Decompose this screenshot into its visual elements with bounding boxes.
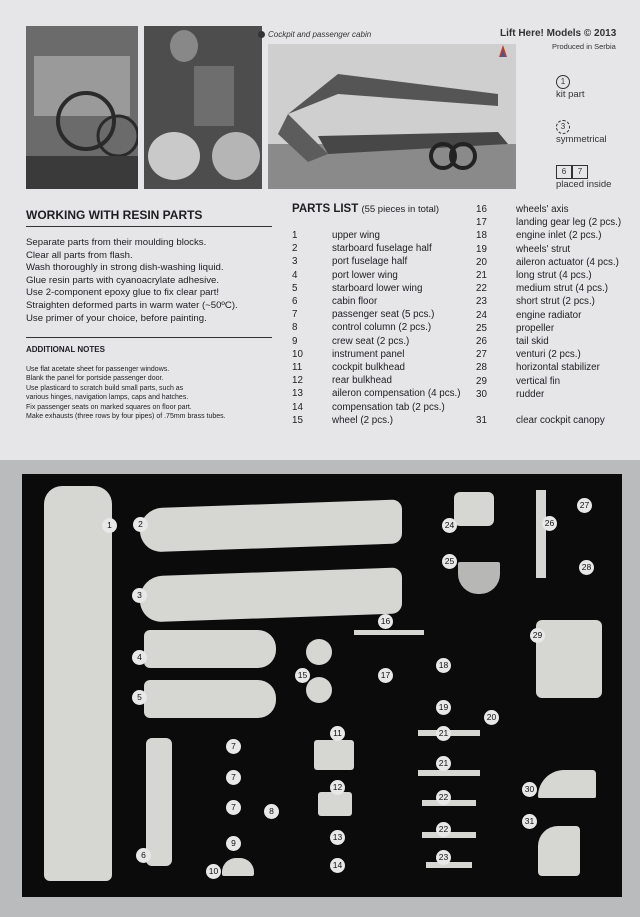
part-number: 30 xyxy=(476,388,487,400)
part-number: 10 xyxy=(292,348,303,360)
part-number: 19 xyxy=(476,243,487,255)
part-number-label: 7 xyxy=(226,739,241,754)
part-name: passenger seat (5 pcs.) xyxy=(332,309,435,321)
upper-wing-part xyxy=(44,486,112,881)
resin-instructions xyxy=(26,237,238,325)
photo-caption-text: Cockpit and passenger cabin xyxy=(268,30,372,39)
note-line: Blank the panel for portside passenger door. xyxy=(26,375,164,383)
part-number-label: 10 xyxy=(206,864,221,879)
placed-inside-label: placed inside xyxy=(556,179,612,190)
part-number: 3 xyxy=(292,256,298,268)
wheel-part xyxy=(306,677,332,703)
part-number-label: 21 xyxy=(436,756,451,771)
parts-list-extra xyxy=(476,414,605,427)
part-row xyxy=(476,269,621,282)
part-number-label: 6 xyxy=(136,848,151,863)
part-row xyxy=(292,282,461,295)
legend-symmetrical xyxy=(556,120,607,145)
part-name: rear bulkhead xyxy=(332,375,392,387)
resin-line: Straighten deformed parts in warm water (~50ºC). xyxy=(26,299,238,311)
part-name: crew seat (2 pcs.) xyxy=(332,335,410,347)
part-name: starboard fuselage half xyxy=(332,243,432,255)
part-row xyxy=(476,309,621,322)
part-number: 7 xyxy=(292,309,298,321)
divider xyxy=(26,337,272,338)
cockpit-bulkhead-part xyxy=(314,740,354,770)
part-number: 24 xyxy=(476,309,487,321)
part-number-label: 8 xyxy=(264,804,279,819)
part-number: 28 xyxy=(476,362,487,374)
part-number-label: 18 xyxy=(436,658,451,673)
part-name: propeller xyxy=(516,322,555,334)
part-name: cockpit bulkhead xyxy=(332,362,405,374)
part-number-label: 25 xyxy=(442,554,457,569)
part-name: compensation tab (2 pcs.) xyxy=(332,401,445,413)
fuselage-half-part xyxy=(140,499,402,552)
part-name: horizontal stabilizer xyxy=(516,362,600,374)
part-name: short strut (2 pcs.) xyxy=(516,296,595,308)
part-name: tail skid xyxy=(516,336,549,348)
part-number: 1 xyxy=(292,230,298,241)
part-number: 9 xyxy=(292,335,298,347)
part-row xyxy=(292,255,461,268)
part-row xyxy=(292,269,461,282)
wheel-part xyxy=(306,639,332,665)
part-number-label: 11 xyxy=(330,726,345,741)
part-row xyxy=(292,321,461,334)
part-row xyxy=(476,282,621,295)
part-row xyxy=(292,308,461,321)
part-number-label: 22 xyxy=(436,822,451,837)
part-row xyxy=(292,295,461,308)
part-number-label: 7 xyxy=(226,770,241,785)
inside-box-b: 7 xyxy=(572,165,588,179)
part-number-label: 13 xyxy=(330,830,345,845)
parts-list-heading xyxy=(292,203,439,215)
part-number-label: 29 xyxy=(530,628,545,643)
instrument-panel-part xyxy=(222,858,254,876)
note-line: Use plasticard to scratch build small parts, such as xyxy=(26,384,184,392)
note-line: Use flat acetate sheet for passenger windows. xyxy=(26,366,170,373)
part-number-label: 23 xyxy=(436,850,451,865)
engine-radiator-part xyxy=(454,492,494,526)
part-number-label: 27 xyxy=(577,498,592,513)
resin-line: Use 2-component epoxy glue to fix clear part! xyxy=(26,287,220,299)
inside-box-a: 6 xyxy=(556,165,572,179)
lower-wing-part xyxy=(144,680,276,718)
part-number-label: 3 xyxy=(132,588,147,603)
part-row xyxy=(292,242,461,255)
symmetrical-circle: 3 xyxy=(556,120,570,134)
wheels-axis-part xyxy=(354,630,424,635)
photo-caption xyxy=(258,30,371,39)
part-number-label: 7 xyxy=(226,800,241,815)
part-number-label: 12 xyxy=(330,780,345,795)
placed-inside-boxes xyxy=(556,166,588,177)
aircraft-photo-image xyxy=(268,44,516,189)
part-name: clear cockpit canopy xyxy=(516,415,605,426)
part-name: medium strut (4 pcs.) xyxy=(516,283,609,295)
part-number-label: 20 xyxy=(484,710,499,725)
part-number-label: 5 xyxy=(132,690,147,705)
parts-list-column-2 xyxy=(476,203,621,401)
part-number: 8 xyxy=(292,322,298,334)
flag-logo-icon xyxy=(498,44,508,58)
part-row xyxy=(476,335,621,348)
note-line: Fix passenger seats on marked squares on floor part. xyxy=(26,403,192,411)
part-number-label: 9 xyxy=(226,836,241,851)
part-number: 6 xyxy=(292,296,298,308)
part-name: wheels' strut xyxy=(516,243,571,255)
lower-wing-part xyxy=(144,630,276,668)
part-number: 2 xyxy=(292,243,298,255)
part-number-label: 26 xyxy=(542,516,557,531)
part-number: 25 xyxy=(476,322,487,334)
part-number: 14 xyxy=(292,401,303,413)
part-number: 11 xyxy=(292,362,303,374)
part-number: 4 xyxy=(292,269,298,281)
part-number-label: 1 xyxy=(102,518,117,533)
part-name: wheels' axis xyxy=(516,204,569,215)
resin-parts-photo xyxy=(22,474,622,897)
part-number-label: 21 xyxy=(436,726,451,741)
part-row xyxy=(476,322,621,335)
part-number-label: 22 xyxy=(436,790,451,805)
strut-part xyxy=(426,862,472,868)
rear-bulkhead-part xyxy=(318,792,352,816)
part-row xyxy=(292,401,461,414)
legend-placed-inside xyxy=(556,165,611,190)
part-number: 15 xyxy=(292,414,303,426)
strut-part xyxy=(418,770,480,776)
brand-name: Lift Here! Models © 2013 xyxy=(500,28,617,39)
canopy-part xyxy=(458,562,500,594)
produced-in: Produced in Serbia xyxy=(552,42,616,51)
part-name: control column (2 pcs.) xyxy=(332,322,432,334)
part-row xyxy=(292,414,461,427)
rudder-part xyxy=(538,826,580,876)
part-number-label: 24 xyxy=(442,518,457,533)
part-row xyxy=(292,229,461,242)
part-number-label: 31 xyxy=(522,814,537,829)
part-row xyxy=(476,388,621,401)
part-row xyxy=(292,361,461,374)
note-line: various hinges, navigation lamps, caps and hatches. xyxy=(26,394,189,402)
legend-kit-part xyxy=(556,75,585,100)
part-number: 29 xyxy=(476,375,487,387)
part-number: 5 xyxy=(292,282,298,294)
part-number: 27 xyxy=(476,349,487,361)
part-name: port fuselage half xyxy=(332,256,408,268)
part-number: 31 xyxy=(476,415,487,426)
part-row xyxy=(476,414,605,427)
part-name: cabin floor xyxy=(332,296,378,308)
part-number: 22 xyxy=(476,283,487,295)
part-row xyxy=(476,375,621,388)
cabin-photo-image xyxy=(144,26,262,189)
part-number-label: 17 xyxy=(378,668,393,683)
part-row xyxy=(292,348,461,361)
part-number-label: 19 xyxy=(436,700,451,715)
propeller-part xyxy=(536,490,546,578)
part-row xyxy=(476,348,621,361)
notes-heading: ADDITIONAL NOTES xyxy=(26,345,105,354)
resin-line: Wash thoroughly in strong dish-washing liquid. xyxy=(26,262,224,274)
part-name: engine inlet (2 pcs.) xyxy=(516,230,602,242)
part-number-label: 16 xyxy=(378,614,393,629)
part-number: 23 xyxy=(476,296,487,308)
part-name: rudder xyxy=(516,388,545,400)
part-name: venturi (2 pcs.) xyxy=(516,349,581,361)
part-name: vertical fin xyxy=(516,375,561,387)
kit-part-circle: 1 xyxy=(556,75,570,89)
part-number: 17 xyxy=(476,217,487,229)
part-number: 13 xyxy=(292,388,303,400)
part-row xyxy=(476,229,621,242)
part-number-label: 30 xyxy=(522,782,537,797)
resin-line: Separate parts from their moulding blocks. xyxy=(26,237,207,248)
part-row xyxy=(292,335,461,348)
cabin-photo xyxy=(144,26,262,189)
part-name: port lower wing xyxy=(332,269,398,281)
part-row xyxy=(476,361,621,374)
part-number-label: 28 xyxy=(579,560,594,575)
additional-notes xyxy=(26,365,226,421)
part-name: long strut (4 pcs.) xyxy=(516,270,592,282)
part-number: 21 xyxy=(476,270,487,282)
resin-heading: WORKING WITH RESIN PARTS xyxy=(26,208,203,222)
part-name: wheel (2 pcs.) xyxy=(332,414,393,426)
part-name: aileron actuator (4 pcs.) xyxy=(516,256,619,268)
part-name: engine radiator xyxy=(516,309,582,321)
part-name: landing gear leg (2 pcs.) xyxy=(516,217,622,229)
vertical-fin-part xyxy=(538,770,596,798)
parts-list-column-1 xyxy=(292,229,461,427)
resin-line: Glue resin parts with cyanoacrylate adhesive. xyxy=(26,274,220,286)
aircraft-photo xyxy=(268,44,516,189)
part-number: 12 xyxy=(292,375,303,387)
part-row xyxy=(292,374,461,387)
resin-line: Use primer of your choice, before painting. xyxy=(26,312,207,324)
cockpit-photo xyxy=(26,26,138,189)
part-row xyxy=(476,203,621,216)
kit-part-label: kit part xyxy=(556,89,585,100)
part-row xyxy=(476,256,621,269)
part-name: starboard lower wing xyxy=(332,282,423,294)
resin-line: Clear all parts from flash. xyxy=(26,249,133,261)
part-row xyxy=(476,295,621,308)
part-number-label: 15 xyxy=(295,668,310,683)
part-number: 20 xyxy=(476,256,487,268)
cockpit-photo-image xyxy=(26,26,138,189)
symmetrical-label: symmetrical xyxy=(556,134,607,145)
part-number-label: 14 xyxy=(330,858,345,873)
part-row xyxy=(476,216,621,229)
fuselage-half-part xyxy=(140,567,402,622)
part-row xyxy=(476,243,621,256)
part-number: 26 xyxy=(476,336,487,348)
copyright-icon xyxy=(258,31,265,38)
part-number: 18 xyxy=(476,230,487,242)
part-name: instrument panel xyxy=(332,348,405,360)
horizontal-stabilizer-part xyxy=(536,620,602,698)
part-number: 16 xyxy=(476,204,487,215)
divider xyxy=(26,226,272,227)
part-name: upper wing xyxy=(332,230,380,241)
cabin-floor-part xyxy=(146,738,172,866)
note-line: Make exhausts (three rows by four pipes) of .75mm brass tubes. xyxy=(26,413,226,421)
parts-list-title: PARTS LIST xyxy=(292,203,359,215)
part-number-label: 2 xyxy=(133,517,148,532)
part-number-label: 4 xyxy=(132,650,147,665)
part-row xyxy=(292,387,461,400)
parts-list-count: (55 pieces in total) xyxy=(361,204,440,215)
part-name: aileron compensation (4 pcs.) xyxy=(332,388,461,400)
